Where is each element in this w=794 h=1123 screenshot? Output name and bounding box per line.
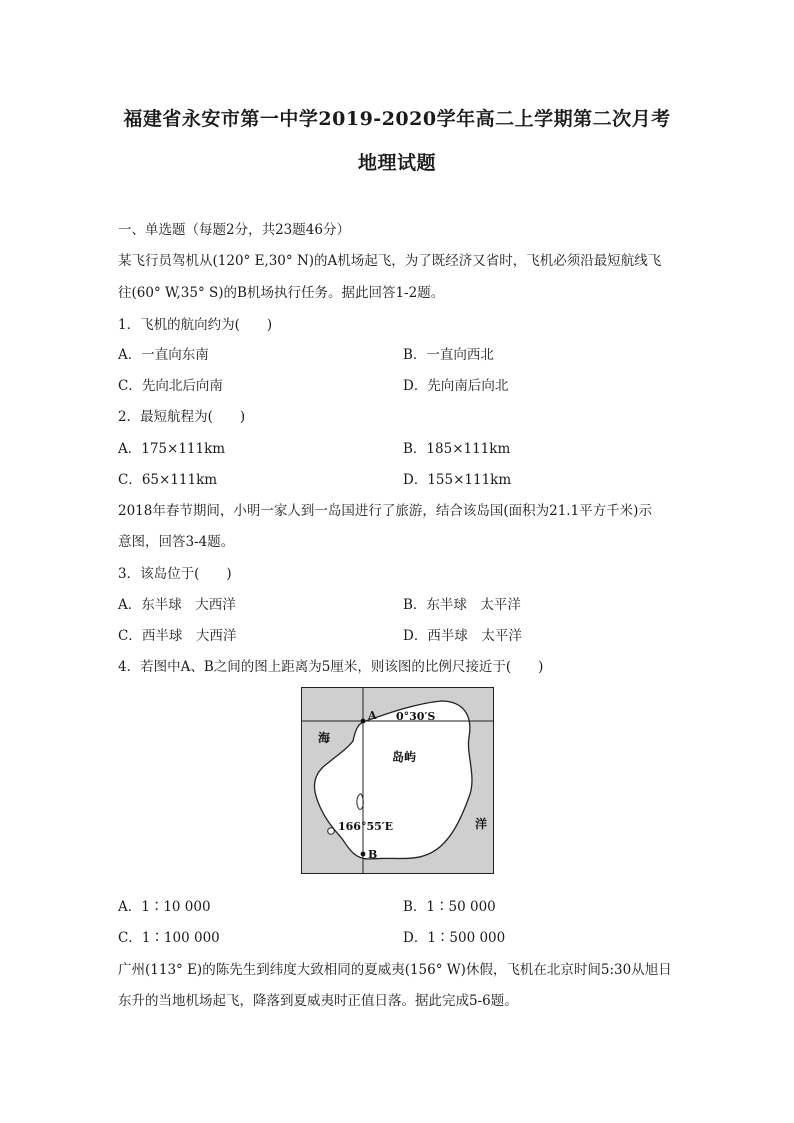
question-4-option-a: A．1∶10 000 <box>118 899 211 915</box>
latitude-label: 0°30′S <box>396 710 436 723</box>
question-2-option-c: C．65×111km <box>118 472 218 488</box>
point-a-marker <box>361 719 366 724</box>
town-marker <box>328 828 335 835</box>
question-1-option-c: C．先向北后向南 <box>118 378 223 394</box>
question-3-option-a: A．东半球 大西洋 <box>118 597 236 613</box>
question-2-option-b: B．185×111km <box>403 441 511 457</box>
passage-2-line-1: 2018年春节期间，小明一家人到一岛国进行了旅游，结合该岛国(面积为21.1平方千米)示 <box>118 503 652 519</box>
question-1-option-d: D．先向南后向北 <box>403 378 509 394</box>
passage-1-line-1: 某飞行员驾机从(120° E,30° N)的A机场起飞，为了既经济又省时，飞机必须沿最短航线飞 <box>118 253 662 269</box>
question-4-option-b: B．1∶50 000 <box>403 899 496 915</box>
question-3-option-c: C．西半球 大西洋 <box>118 628 237 644</box>
section-heading: 一、单选题（每题2分，共23题46分） <box>118 222 350 238</box>
question-4-stem: 4．若图中A、B之间的图上距离为5厘米，则该图的比例尺接近于( ) <box>118 659 544 675</box>
passage-2-line-2: 意图，回答3-4题。 <box>118 534 235 550</box>
point-b-marker <box>361 852 366 857</box>
label-a: A <box>368 709 377 722</box>
question-1-option-b: B．一直向西北 <box>403 347 494 363</box>
label-island: 岛屿 <box>392 750 417 764</box>
question-4-option-c: C．1∶100 000 <box>118 930 220 946</box>
passage-3-line-2: 东升的当地机场起飞，降落到夏威夷时正值日落。据此完成5-6题。 <box>118 993 518 1009</box>
lake-shape <box>357 794 363 810</box>
passage-3-line-1: 广州(113° E)的陈先生到纬度大致相同的夏威夷(156° W)休假，飞机在北京时间5:30从旭日 <box>118 962 672 978</box>
question-2-stem: 2．最短航程为( ) <box>118 409 246 425</box>
document-subtitle: 地理试题 <box>357 152 436 174</box>
label-b: B <box>368 848 378 861</box>
label-sea: 海 <box>318 731 331 745</box>
question-2-option-d: D．155×111km <box>403 472 512 488</box>
question-1-stem: 1．飞机的航向约为( ) <box>118 317 273 333</box>
question-1-option-a: A．一直向东南 <box>118 347 209 363</box>
question-4-option-d: D．1∶500 000 <box>403 930 506 946</box>
document-title: 福建省永安市第一中学2019-2020学年高二上学期第二次月考 <box>123 108 671 130</box>
question-3-stem: 3．该岛位于( ) <box>118 566 232 582</box>
question-2-option-a: A．175×111km <box>118 441 226 457</box>
passage-1-line-2: 往(60° W,35° S)的B机场执行任务。据此回答1-2题。 <box>118 285 445 301</box>
question-3-option-d: D．西半球 太平洋 <box>403 628 522 644</box>
island-map <box>301 687 494 874</box>
label-ocean: 洋 <box>475 817 488 831</box>
longitude-label: 166°55′E <box>338 820 394 833</box>
question-3-option-b: B．东半球 太平洋 <box>403 597 521 613</box>
